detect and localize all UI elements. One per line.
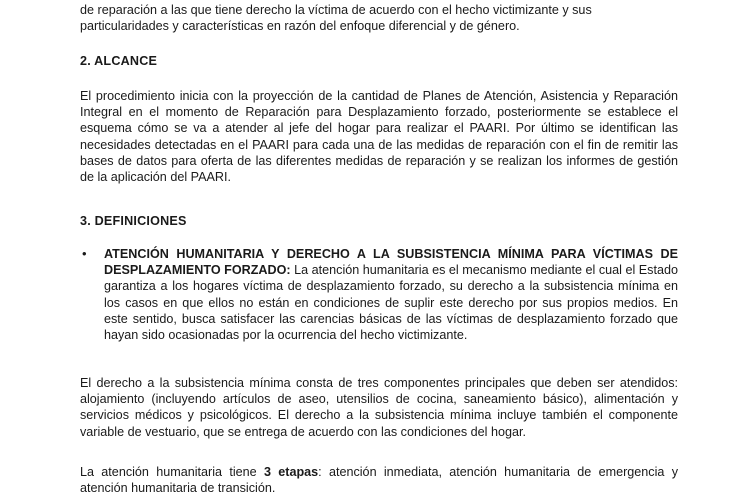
alcance-paragraph: El procedimiento inicia con la proyección de la cantidad de Planes de Atención, Asistencia y Reparación Integral en el momento de Reparación para Desplazamiento forzado, posteriormente se establece el esquema cómo se va a atender al jefe del hogar para realizar el PAARI. Por último se identifican las necesidades detectadas en el PAARI para cada una de las medidas de reparación con el fin de remitir las bases de datos para oferta de las diferentes medidas de reparación y se realizan los informes de gestión de la aplicación del PAARI. [80, 89, 678, 185]
stages-paragraph [80, 464, 678, 496]
intro-line-1: de reparación a las que tiene derecho la víctima de acuerdo con el hecho victimizante y sus [80, 3, 592, 17]
subsistence-paragraph: El derecho a la subsistencia mínima consta de tres componentes principales que deben ser atendidos: alojamiento (incluyendo artículos de aseo, utensilios de cocina, saneamiento básico), alimentación y servicios médicos y psicológicos. El derecho a la subsistencia mínima incluye también el componente variable de vestuario, que se entrega de acuerdo con las condiciones del hogar. [80, 376, 678, 439]
bullet-icon: • [82, 246, 87, 261]
section-heading-alcance: 2. ALCANCE [80, 54, 158, 68]
stages-count: 3 etapas [263, 465, 319, 479]
definition-term: ATENCIÓN HUMANITARIA Y DERECHO A LA SUBSISTENCIA MÍNIMA PARA VÍCTIMAS DE DESPLAZAMIENTO FORZADO: [104, 247, 678, 278]
stages-text-post: : atención inmediata, atención humanitaria de emergencia y atención humanitaria de transición. [80, 465, 678, 496]
definition-text [104, 246, 678, 343]
definition-bullet [80, 246, 678, 356]
stages-text-pre: La atención humanitaria tiene [80, 465, 264, 479]
intro-line-2: particularidades y características en razón del enfoque diferencial y de género. [80, 19, 520, 33]
definition-body: La atención humanitaria es el mecanismo mediante el cual el Estado garantiza a los hogares víctima de desplazamiento forzado, su derecho a la subsistencia mínima en los casos en que ellos no están en condiciones de suplir este derecho por sus propios medios. En este sentido, busca satisfacer las carencias básicas de las víctimas de desplazamiento forzado que hayan sido ocasionadas por la ocurrencia del hecho victimizante. [104, 263, 678, 343]
section-heading-definiciones: 3. DEFINICIONES [80, 214, 187, 228]
